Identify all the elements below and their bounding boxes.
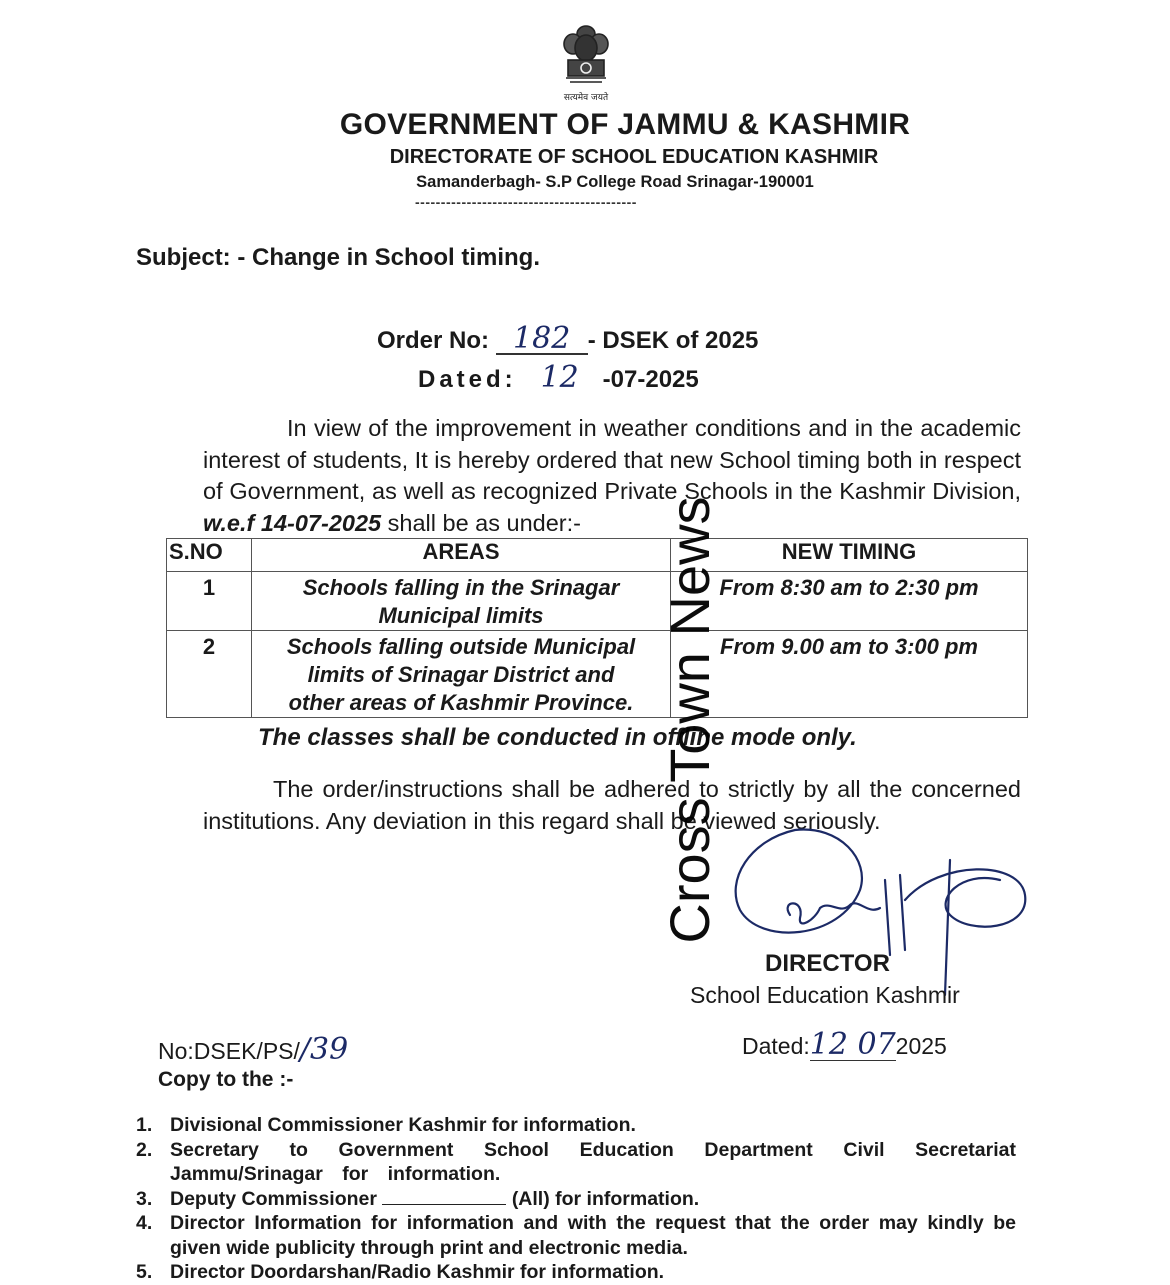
reference-number (158, 1032, 348, 1067)
row-area (252, 572, 671, 631)
table-row (167, 631, 1028, 718)
reference-no-handwritten: /39 (299, 1032, 349, 1067)
watermark-text: Cross Town News (658, 496, 721, 944)
area-line: Schools falling in the Srinagar (302, 575, 620, 600)
dated-day-handwritten: 12 (540, 360, 579, 395)
table-row (167, 572, 1028, 631)
list-item: 5. Director Doordarshan/Radio Kashmir for information. (136, 1261, 665, 1283)
header-areas: AREAS (252, 539, 671, 572)
list-item: 3. Deputy Commissioner (All) for information. (136, 1187, 700, 1210)
row-sno: 1 (167, 572, 252, 631)
list-item: 1. Divisional Commissioner Kashmir for information. (136, 1114, 636, 1136)
order-number-handwritten: 182 (496, 325, 588, 355)
header-separator: ------------------------------------------- (415, 194, 637, 210)
order-label: Order No: (377, 327, 496, 354)
effective-date: w.e.f 14-07-2025 (203, 509, 382, 536)
paragraph-text-a: In view of the improvement in weather conditions and in the academic interest of students, It is hereby ordered that new School timing both in respect of Government, as well as recognized Private Schools in the Kashmir Division, (203, 415, 1021, 504)
signatory-title: DIRECTOR (765, 950, 890, 977)
header-new-timing: NEW TIMING (671, 539, 1028, 572)
timing-table (166, 538, 1028, 718)
emblem-motto: सत्यमेव जयते (563, 93, 609, 103)
dated-suffix: -07-2025 (602, 366, 699, 393)
row-timing: From 8:30 am to 2:30 pm (671, 572, 1028, 631)
blank-line (382, 1188, 506, 1205)
reference-dated-label: Dated: (742, 1033, 810, 1059)
order-paragraph (203, 413, 1021, 539)
header-sno: S.NO (167, 539, 252, 572)
area-line: Schools falling outside Municipal (286, 634, 636, 659)
government-title: GOVERNMENT OF JAMMU & KASHMIR (339, 108, 911, 141)
national-emblem-icon (556, 22, 616, 108)
row-timing: From 9.00 am to 3:00 pm (671, 631, 1028, 718)
copy-to-label: Copy to the :- (158, 1068, 294, 1091)
paragraph-text-b: shall be as under:- (381, 509, 581, 536)
reference-dated-year: 2025 (895, 1033, 947, 1059)
address-line: Samanderbagh- S.P College Road Srinagar-190001 (416, 173, 814, 191)
order-suffix: - DSEK of 2025 (587, 327, 759, 354)
row-area (252, 631, 671, 718)
reference-date (742, 1027, 947, 1062)
list-item: 2. Secretary to Government School Education Department Civil Secretariat Jammu/Srinagar for information. (136, 1138, 1016, 1185)
dated-label: Dated: (418, 366, 517, 393)
table-header-row (167, 539, 1028, 572)
order-number-line (377, 321, 759, 356)
signatory-office: School Education Kashmir (690, 982, 960, 1008)
reference-no-label: No:DSEK/PS/ (158, 1038, 300, 1064)
row-sno: 2 (167, 631, 252, 718)
instructions-text: The order/instructions shall be adhered to strictly by all the concerned institutions. Any deviation in this regard shall be viewed seriously. (203, 776, 1021, 834)
area-line: Municipal limits (378, 603, 544, 628)
reference-dated-handwritten: 12 07 (809, 1027, 896, 1062)
copy-to-list (136, 1113, 1016, 1285)
list-item: 4. Director Information for information and with the request that the order may kindly be given wide publicity through print and electronic media. (136, 1212, 1016, 1259)
subject-line: Subject: - Change in School timing. (136, 244, 541, 271)
area-line: limits of Srinagar District and (307, 662, 615, 687)
directorate-title: DIRECTORATE OF SCHOOL EDUCATION KASHMIR (389, 146, 879, 168)
area-line: other areas of Kashmir Province. (288, 690, 634, 715)
order-date-line (418, 360, 699, 395)
offline-note: The classes shall be conducted in offline mode only. (258, 724, 857, 751)
